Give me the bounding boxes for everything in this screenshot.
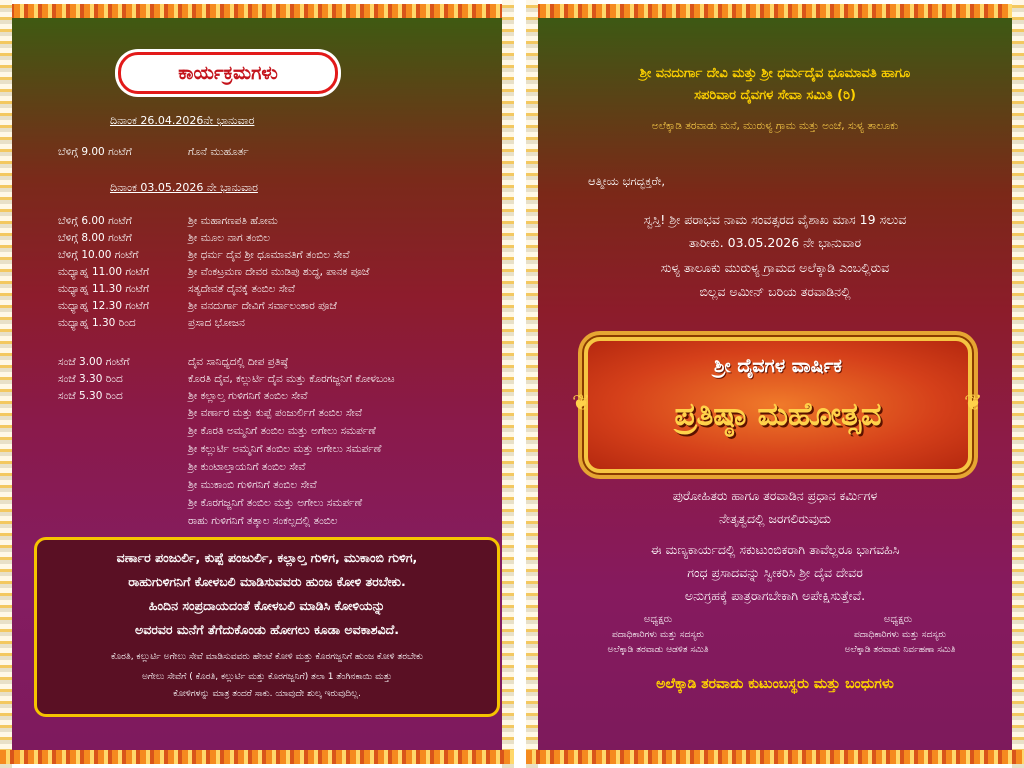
invite-text: ಸ್ವಸ್ತಿ! ಶ್ರೀ ಪರಾಭವ ನಾಮ ಸಂವತ್ಸರದ ವೈಶಾಖ ಮಾಸ 19 ಸಲುವ [643, 212, 907, 227]
schedule-desc: ಪ್ರಸಾದ ಭೋಜನ [188, 317, 245, 329]
schedule-desc: ಶ್ರೀ ಮಹಾಗಣಪತಿ ಹೋಮ [188, 215, 278, 227]
flower-garland-top [526, 4, 1024, 18]
ornament-icon: ❦ [964, 391, 983, 416]
flower-garland-bottom [526, 750, 1024, 764]
schedule-desc: ರಾಹು ಗುಳಿಗನಿಗೆ ತತ್ಕಾಲ ಸಂಕಲ್ಪದಲ್ಲಿ ತಂಬಿಲ [188, 515, 338, 527]
schedule-time: ಬೆಳಿಗ್ಗೆ 10.00 ಗಂಟೆಗೆ [58, 249, 139, 261]
organisation-name: ಸಪರಿವಾರ ದೈವಗಳ ಸೇವಾ ಸಮಿತಿ (ರಿ) [694, 88, 856, 103]
ornament-icon: ❦ [572, 391, 591, 416]
schedule-desc: ದೈವ ಸಾನಿಧ್ಯದಲ್ಲಿ ದೀಪ ಪ್ರತಿಷ್ಠೆ [188, 356, 288, 368]
flower-garland-bottom [0, 750, 514, 764]
signature-title: ಅಧ್ಯಕ್ಷರು [643, 614, 673, 625]
day1-row-time: ಬೆಳಿಗ್ಗೆ 9.00 ಗಂಟೆಗೆ [58, 146, 132, 158]
footer-families: ಅಲೆಕ್ಕಾಡಿ ತರವಾಡು ಕುಟುಂಬಸ್ಥರು ಮತ್ತು ಬಂಧುಗಳು [656, 676, 894, 692]
schedule-time: ಮಧ್ಯಾಹ್ನ 1.30 ರಿಂದ [58, 317, 136, 329]
flower-garland-right [502, 0, 514, 768]
invite-text: ಈ ಮಣ್ಯಕಾರ್ಯದಲ್ಲಿ ಸಕುಟುಂಬಿಕರಾಗಿ ತಾವೆಲ್ಲರೂ ಭಾಗವಹಿಸಿ [650, 542, 900, 557]
schedule-desc: ಶ್ರೀ ಕಲ್ಲುರ್ಟಿ ಅಮ್ಮನಿಗೆ ತಂಬಿಲ ಮತ್ತು ಅಗೇಲು ಸಮರ್ಪಣೆ [188, 443, 382, 455]
schedule-time: ಮಧ್ಯಾಹ್ನ 11.00 ಗಂಟೆಗೆ [58, 266, 150, 278]
schedule-desc: ಶ್ರೀ ಕುಂಟಾಲ್ತಾಯನಿಗೆ ತಂಬಿಲ ಸೇವೆ [188, 461, 306, 473]
address: ಅಲೆಕ್ಕಾಡಿ ತರವಾಡು ಮನೆ, ಮುರುಳ್ಯ ಗ್ರಾಮ ಮತ್ತು ಅಂಚೆ, ಸುಳ್ಯ ತಾಲೂಕು [651, 120, 899, 132]
invite-text: ಬಿಲ್ಲವ ಅಮೀನ್ ಬರಿಯ ತರವಾಡಿನಲ್ಲಿ [699, 284, 851, 299]
day2-date: ದಿನಾಂಕ 03.05.2026 ನೇ ಭಾನುವಾರ [110, 181, 258, 194]
invite-text: ಪುರೋಹಿತರು ಹಾಗೂ ತರವಾಡಿನ ಪ್ರಧಾನ ಕರ್ಮಿಗಳ [672, 488, 878, 503]
schedule-desc: ಶ್ರೀ ಕೊರಗಜ್ಜನಿಗೆ ತಂಬಿಲ ಮತ್ತು ಅಗೇಲು ಸಮರ್ಪಣೆ [188, 497, 363, 509]
schedule-desc: ಸತ್ಯದೇವತೆ ದೈವಕ್ಕೆ ತಂಬಿಲ ಸೇವೆ [188, 283, 295, 295]
schedule-time: ಸಂಜೆ 3.00 ಗಂಟೆಗೆ [58, 356, 130, 368]
schedule-time: ಮಧ್ಯಾಹ್ನ 11.30 ಗಂಟೆಗೆ [58, 283, 150, 295]
schedule-time: ಬೆಳಿಗ್ಗೆ 8.00 ಗಂಟೆಗೆ [58, 232, 132, 244]
schedule-time: ಮಧ್ಯಾಹ್ನ 12.30 ಗಂಟೆಗೆ [58, 300, 150, 312]
banner-subtitle: ಶ್ರೀ ದೈವಗಳ ವಾರ್ಷಿಕ [714, 355, 842, 377]
schedule-desc: ಶ್ರೀ ವೆಂಕಟ್ರಮಣ ದೇವರ ಮುಡಿಪು ಶುದ್ಧ, ಪಾನಕ ಪೂಜೆ [188, 266, 370, 278]
festival-banner [572, 337, 983, 473]
notice-line: ಅವರವರ ಮನೆಗೆ ತೆಗೆದುಕೊಂಡು ಹೋಗಲು ಕೂಡಾ ಅವಕಾಶವಿದೆ. [135, 622, 399, 637]
day1-date: ದಿನಾಂಕ 26.04.2026ನೇ ಭಾನುವಾರ [110, 114, 255, 127]
schedule-time: ಬೆಳಿಗ್ಗೆ 6.00 ಗಂಟೆಗೆ [58, 215, 132, 227]
invite-text: ನೇತೃತ್ವದಲ್ಲಿ ಜರಗಲಿರುವುದು [718, 511, 832, 526]
notice-box [34, 537, 500, 717]
invite-text: ಅನುಗ್ರಹಕ್ಕೆ ಪಾತ್ರರಾಗಬೇಕಾಗಿ ಅಪೇಕ್ಷಿಸುತ್ತೇವೆ. [684, 588, 866, 603]
notice-line: ಹಿಂದಿನ ಸಂಪ್ರದಾಯದಂತೆ ಕೋಳಬಲಿ ಮಾಡಿಸಿ ಕೋಳಿಯನ್ನು [148, 598, 386, 613]
signature-line: ಅಲೆಕ್ಕಾಡಿ ತರವಾಡು ನಿರ್ವಹಣಾ ಸಮಿತಿ [844, 645, 956, 655]
notice-small: ಕೊರತಿ, ಕಲ್ಲುರ್ಟಿ ಅಗೇಲು ಸೇವೆ ಮಾಡಿಸುವವರು ಹೇಂಟೆ ಕೋಳಿ ಮತ್ತು ಕೊರಗಜ್ಜನಿಗೆ ಹುಂಜ ಕೋಳಿ ತರಬೇಕು [111, 652, 423, 662]
invite-text: ಗಂಧ ಪ್ರಸಾದವನ್ನು ಸ್ವೀಕರಿಸಿ ಶ್ರೀ ದೈವ ದೇವರ [687, 565, 863, 580]
schedule-time: ಸಂಜೆ 3.30 ರಿಂದ [58, 373, 123, 385]
greeting: ಆತ್ಮೀಯ ಭಗದ್ಭಕ್ತರೇ, [588, 174, 666, 188]
program-heading-text: ಕಾರ್ಯಕ್ರಮಗಳು [178, 62, 278, 84]
flower-garland-right [1012, 0, 1024, 768]
schedule-desc: ಶ್ರೀ ವರ್ಣಾರ ಮತ್ತು ಕುಪ್ಪೆ ಪಂಜುರ್ಲಿಗೆ ತಂಬಿಲ ಸೇವೆ [188, 407, 362, 419]
signature-line: ಪದಾಧಿಕಾರಿಗಳು ಮತ್ತು ಸದಸ್ಯರು [853, 630, 947, 640]
program-heading [118, 52, 338, 94]
schedule-time: ಸಂಜೆ 5.30 ರಿಂದ [58, 390, 123, 402]
invite-text: ಸುಳ್ಯ ತಾಲೂಕು ಮುರುಳ್ಯ ಗ್ರಾಮದ ಅಲೆಕ್ಕಾಡಿ ಎಂಬಲ್ಲಿರುವ [660, 260, 890, 275]
schedule-desc: ಶ್ರೀ ಧರ್ಮ ದೈವ ಶ್ರೀ ಧೂಮಾವತಿಗೆ ತಂಬಿಲ ಸೇವೆ [188, 249, 350, 261]
schedule-desc: ಶ್ರೀ ಕಲ್ಲಾಲ್ತ ಗುಳಿಗನಿಗೆ ತಂಬಿಲ ಸೇವೆ [188, 390, 308, 402]
invitation-panel [526, 0, 1024, 768]
day1-row-desc: ಗೊನೆ ಮುಹೂರ್ತ [188, 146, 249, 158]
notice-small: ಅಗೇಲು ಸೇವೆಗೆ ( ಕೊರತಿ, ಕಲ್ಲುರ್ಟಿ ಮತ್ತು ಕೊರಗಜ್ಜನಿಗೆ) ತಲಾ 1 ತೆಂಗಿನಕಾಯಿ ಮತ್ತು [141, 672, 393, 682]
banner-title: ಪ್ರತಿಷ್ಠಾ ಮಹೋತ್ಸವ [674, 395, 882, 433]
notice-line: ರಾಹುಗುಳಿಗನಿಗೆ ಕೋಳಬಲಿ ಮಾಡಿಸುವವರು ಹುಂಜ ಕೋಳಿ ತರಬೇಕು. [128, 574, 406, 589]
notice-line: ವರ್ಣಾರ ಪಂಜುರ್ಲಿ, ಕುಪ್ಪೆ ಪಂಜುರ್ಲಿ, ಕಲ್ಲಾಲ್ತ ಗುಳಿಗ, ಮುಕಾಂಬಿ ಗುಳಿಗ, [116, 550, 418, 565]
signature-line: ಅಲೆಕ್ಕಾಡಿ ತರವಾಡು ಆಡಳಿತ ಸಮಿತಿ [607, 645, 709, 655]
schedule-desc: ಶ್ರೀ ಮೂಲ ನಾಗ ತಂಬಿಲ [188, 232, 271, 244]
organisation-name: ಶ್ರೀ ವನದುರ್ಗಾ ದೇವಿ ಮತ್ತು ಶ್ರೀ ಧರ್ಮದೈವ ಧೂಮಾವತಿ ಹಾಗೂ [639, 66, 911, 81]
flower-garland-left [526, 0, 538, 768]
notice-small: ಕೋಳಿಗಳನ್ನು ಮಾತ್ರ ತಂದರೆ ಸಾಕು. ಯಾವುದೇ ಶುಲ್ಕ ಇರುವುದಿಲ್ಲ. [173, 689, 361, 699]
flower-garland-left [0, 0, 12, 768]
schedule-desc: ಕೊರತಿ ದೈವ, ಕಲ್ಲುರ್ಟಿ ದೈವ ಮತ್ತು ಕೊರಗಜ್ಜನಿಗೆ ಕೋಳಬಂಟ [188, 373, 395, 385]
schedule-desc: ಶ್ರೀ ಕೊರತಿ ಅಮ್ಮನಿಗೆ ತಂಬಿಲ ಮತ್ತು ಅಗೇಲು ಸಮರ್ಪಣೆ [188, 425, 376, 437]
schedule-desc: ಶ್ರೀ ವನದುರ್ಗಾ ದೇವಿಗೆ ಸರ್ವಾಲಂಕಾರ ಪೂಜೆ [188, 300, 337, 312]
schedule-desc: ಶ್ರೀ ಮುಕಾಂಬಿ ಗುಳಿಗನಿಗೆ ತಂಬಿಲ ಸೇವೆ [188, 479, 317, 491]
signature-title: ಅಧ್ಯಕ್ಷರು [883, 614, 913, 625]
signature-line: ಪದಾಧಿಕಾರಿಗಳು ಮತ್ತು ಸದಸ್ಯರು [611, 630, 705, 640]
flower-garland-top [0, 4, 514, 18]
invite-text: ತಾರೀಕು. 03.05.2026 ನೇ ಭಾನುವಾರ [688, 235, 862, 250]
